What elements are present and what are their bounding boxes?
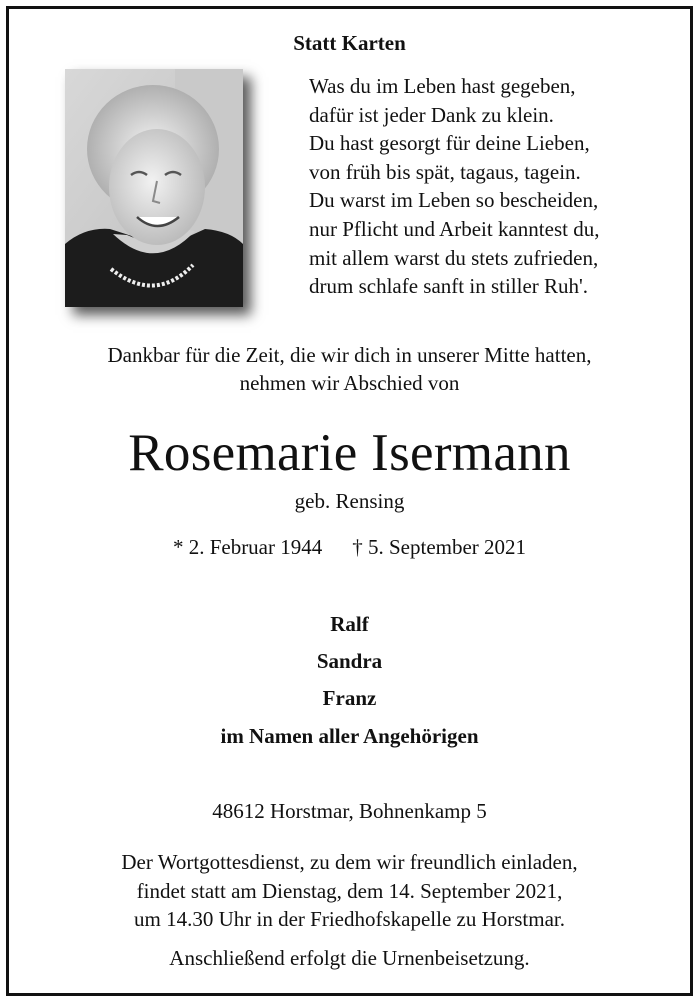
mourner-name: Sandra bbox=[316, 649, 383, 673]
mourner-name: Ralf bbox=[330, 612, 369, 636]
header-statt-karten: Statt Karten bbox=[293, 31, 406, 55]
intro-line: nehmen wir Abschied von bbox=[239, 371, 460, 395]
poem-line: drum schlafe sanft in stiller Ruh'. bbox=[309, 274, 589, 299]
deceased-name: Rosemarie Isermann bbox=[128, 424, 571, 482]
poem-line: nur Pflicht und Arbeit kanntest du, bbox=[309, 216, 600, 241]
portrait-photo bbox=[65, 69, 243, 307]
burial-text: Anschließend erfolgt die Urnenbeisetzung. bbox=[169, 946, 530, 970]
mourners-family-line: im Namen aller Angehörigen bbox=[220, 724, 479, 748]
poem bbox=[309, 72, 599, 301]
poem-line: von früh bis spät, tagaus, tagein. bbox=[309, 159, 581, 184]
service-line: um 14.30 Uhr in der Friedhofskapelle zu Horstmar. bbox=[134, 907, 565, 931]
poem-line: Was du im Leben hast gegeben, bbox=[309, 74, 576, 98]
maiden-name: geb. Rensing bbox=[294, 489, 405, 513]
poem-line: dafür ist jeder Dank zu klein. bbox=[309, 102, 554, 127]
poem-line: Du hast gesorgt für deine Lieben, bbox=[309, 131, 590, 156]
poem-line: mit allem warst du stets zufrieden, bbox=[309, 245, 599, 270]
poem-line: Du warst im Leben so bescheiden, bbox=[309, 188, 599, 213]
birth-date: * 2. Februar 1944 bbox=[172, 535, 323, 559]
death-date: † 5. September 2021 bbox=[352, 535, 527, 559]
intro-text bbox=[0, 341, 699, 397]
address: 48612 Horstmar, Bohnenkamp 5 bbox=[212, 799, 487, 823]
mourner-name: Franz bbox=[322, 686, 377, 710]
service-text bbox=[0, 848, 699, 934]
service-line: findet statt am Dienstag, dem 14. September 2021, bbox=[136, 878, 563, 903]
life-dates bbox=[0, 535, 699, 560]
service-line: Der Wortgottesdienst, zu dem wir freundlich einladen, bbox=[121, 850, 578, 874]
intro-line: Dankbar für die Zeit, die wir dich in unserer Mitte hatten, bbox=[107, 343, 592, 367]
